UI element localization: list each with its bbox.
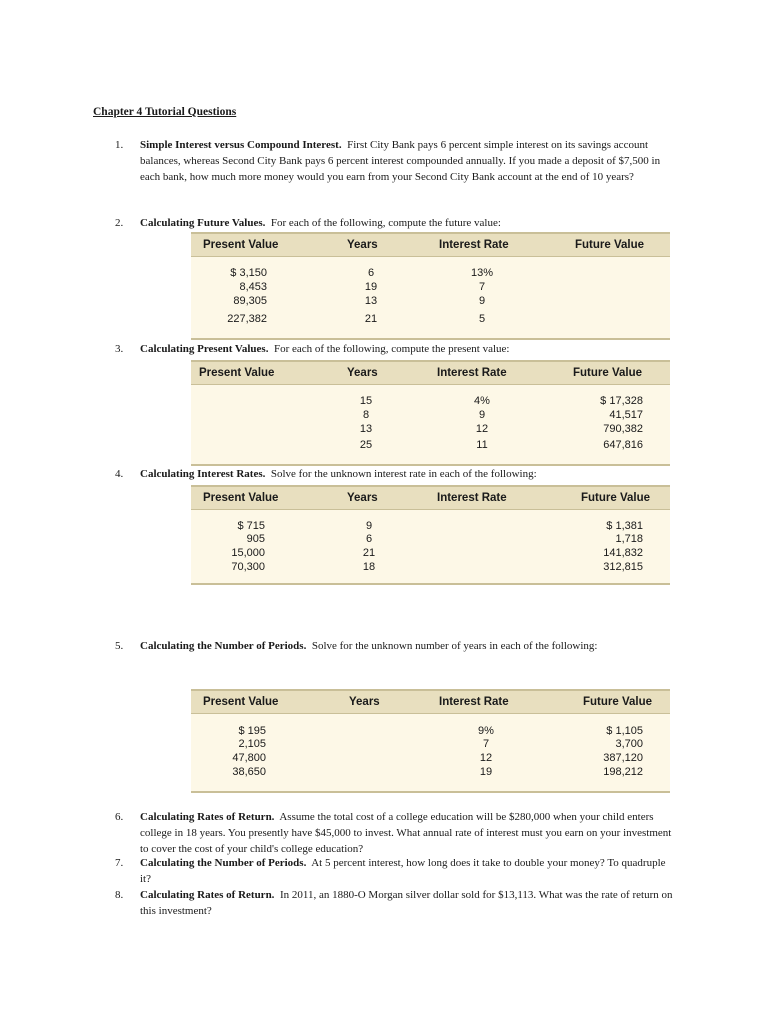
cell-pv: 227,382 [227, 313, 267, 325]
cell-rate: 12 [475, 423, 489, 435]
cell-fv: 790,382 [603, 423, 643, 435]
col-years: Years [349, 696, 380, 708]
cell-pv: 70,300 [231, 561, 265, 573]
page-title: Chapter 4 Tutorial Questions [93, 106, 237, 118]
cell-fv: 41,517 [609, 409, 643, 421]
cell-pv: 38,650 [232, 766, 266, 778]
question-text: Solve for the unknown number of years in each of the following: [311, 640, 598, 652]
number-of-periods-table [191, 689, 670, 793]
cell-fv: $ 1,105 [606, 725, 643, 737]
col-interest-rate: Interest Rate [437, 367, 507, 379]
question-number: 4. [115, 468, 124, 480]
cell-years: 18 [362, 561, 376, 573]
cell-pv: 15,000 [231, 547, 265, 559]
question-heading: Calculating Rates of Return. [140, 889, 275, 901]
col-future-value: Future Value [583, 696, 653, 708]
cell-years: 13 [359, 423, 373, 435]
cell-rate: 4% [474, 395, 490, 407]
cell-rate: 7 [478, 281, 486, 293]
cell-fv: 647,816 [603, 439, 643, 451]
cell-pv: $ 195 [238, 725, 266, 737]
col-future-value: Future Value [575, 239, 645, 251]
col-present-value: Present Value [199, 367, 275, 379]
question-heading: Calculating Present Values. [140, 343, 269, 355]
question-number: 8. [115, 889, 124, 901]
cell-rate: 9 [478, 409, 486, 421]
cell-years: 6 [365, 533, 373, 545]
cell-years: 8 [362, 409, 370, 421]
cell-years: 13 [364, 295, 378, 307]
cell-years: 25 [359, 439, 373, 451]
cell-fv: 141,832 [603, 547, 643, 559]
cell-fv: $ 17,328 [600, 395, 643, 407]
cell-pv: 8,453 [239, 281, 267, 293]
question-number: 7. [115, 857, 124, 869]
cell-years: 9 [365, 520, 373, 532]
question-text: First City Bank pays 6 percent simple interest on its savings account balances, whereas Second City Bank pays 6 percent interest compounded annually. If you made a deposit of $7,500 in each bank, how much more money would you earn from your Second City Bank account at the end of 10 years? [140, 139, 661, 183]
question-number: 3. [115, 343, 124, 355]
cell-pv: 905 [246, 533, 265, 545]
present-value-table [191, 360, 670, 466]
question-number: 5. [115, 640, 124, 652]
future-value-table [191, 232, 670, 340]
question-heading: Calculating the Number of Periods. [140, 640, 307, 652]
col-interest-rate: Interest Rate [439, 239, 509, 251]
cell-pv: 47,800 [232, 752, 266, 764]
cell-fv: 312,815 [603, 561, 643, 573]
cell-fv: 3,700 [615, 738, 643, 750]
cell-rate: 9 [478, 295, 486, 307]
question-heading: Calculating Rates of Return. [140, 811, 275, 823]
cell-fv: $ 1,381 [606, 520, 643, 532]
question-number: 2. [115, 217, 124, 229]
col-present-value: Present Value [203, 239, 279, 251]
cell-years: 21 [364, 313, 378, 325]
question-text: Assume the total cost of a college education will be $280,000 when your child enters college in 18 years. You presently have $45,000 to invest. What annual rate of interest must you earn on your investment to cover the cost of your child's college education? [140, 811, 672, 855]
table-header [191, 362, 670, 385]
cell-rate: 12 [479, 752, 493, 764]
interest-rate-table [191, 485, 670, 585]
col-years: Years [347, 239, 378, 251]
cell-years: 15 [359, 395, 373, 407]
col-interest-rate: Interest Rate [439, 696, 509, 708]
cell-pv: 89,305 [233, 295, 267, 307]
question-text: At 5 percent interest, how long does it take to double your money? To quadruple it? [140, 857, 666, 885]
col-years: Years [347, 492, 378, 504]
cell-rate: 5 [478, 313, 486, 325]
cell-rate: 7 [482, 738, 490, 750]
cell-pv: $ 3,150 [230, 267, 267, 279]
question-text: Solve for the unknown interest rate in each of the following: [270, 468, 537, 480]
cell-years: 19 [364, 281, 378, 293]
cell-pv: $ 715 [237, 520, 265, 532]
cell-fv: 1,718 [615, 533, 643, 545]
table-header [191, 487, 670, 510]
cell-rate: 9% [478, 725, 494, 737]
col-interest-rate: Interest Rate [437, 492, 507, 504]
col-present-value: Present Value [203, 696, 279, 708]
question-heading: Simple Interest versus Compound Interest. [140, 139, 342, 151]
table-header [191, 691, 670, 714]
question-number: 1. [115, 139, 124, 151]
question-text: In 2011, an 1880-O Morgan silver dollar sold for $13,113. What was the rate of return on this investment? [140, 889, 673, 917]
col-future-value: Future Value [581, 492, 651, 504]
cell-rate: 19 [479, 766, 493, 778]
question-text: For each of the following, compute the present value: [273, 343, 510, 355]
question-heading: Calculating Future Values. [140, 217, 266, 229]
cell-years: 6 [367, 267, 375, 279]
question-heading: Calculating the Number of Periods. [140, 857, 307, 869]
col-years: Years [347, 367, 378, 379]
cell-fv: 387,120 [603, 752, 643, 764]
cell-years: 21 [362, 547, 376, 559]
col-present-value: Present Value [203, 492, 279, 504]
col-future-value: Future Value [573, 367, 643, 379]
cell-pv: 2,105 [238, 738, 266, 750]
question-text: For each of the following, compute the future value: [270, 217, 501, 229]
question-heading: Calculating Interest Rates. [140, 468, 266, 480]
table-header [191, 234, 670, 257]
cell-rate: 11 [476, 439, 488, 451]
cell-rate: 13% [470, 267, 494, 279]
question-number: 6. [115, 811, 124, 823]
cell-fv: 198,212 [603, 766, 643, 778]
